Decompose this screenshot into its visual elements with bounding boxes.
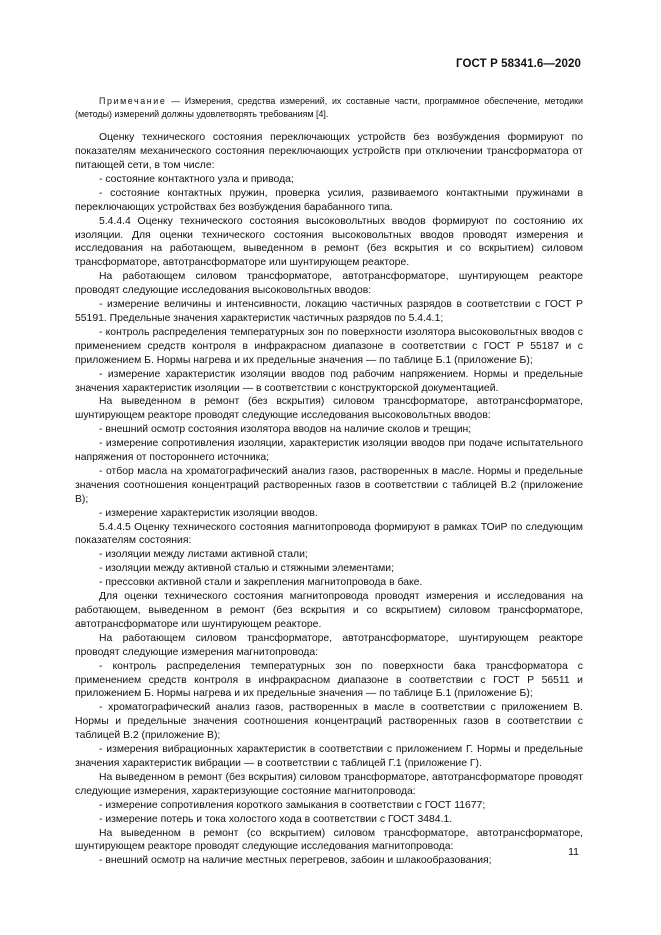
paragraph: Оценку технического состояния переключающих устройств без возбуждения формируют по показателям механического состояния переключающих устройств при отключении трансформатора от питающей сети, в том числе: xyxy=(75,132,583,171)
paragraph: - состояние контактного узла и привода; xyxy=(99,173,294,185)
paragraph: 5.4.4.4 Оценку технического состояния высоковольтных вводов формируют по состоянию их изоляции. Для оценки технического состояния высоковольтных вводов проводят измерения и исследования на работающем, выведенном в ремонт (без вскрытия и со вскрытием) силовом трансформаторе, автотрансформаторе или шунтирующем реакторе. xyxy=(75,215,583,269)
paragraph: На работающем силовом трансформаторе, автотрансформаторе, шунтирующем реакторе проводят следующие измерения магнитопровода: xyxy=(75,632,583,658)
note-text: — Измерения, средства измерений, их составные части, программное обеспечение, методики (методы) измерений должны удовлетворять требованиям [4]. xyxy=(75,96,583,119)
paragraph: - отбор масла на хроматографический анализ газов, растворенных в масле. Нормы и предельные значения соотношения концентраций растворенных газов в соответствии с таблицей В.2 (приложение В); xyxy=(75,465,583,505)
paragraph: - внешний осмотр состояния изолятора вводов на наличие сколов и трещин; xyxy=(99,424,472,436)
paragraph: 5.4.4.5 Оценку технического состояния магнитопровода формируют в рамках ТОиР по следующим показателям состояния: xyxy=(75,521,583,547)
paragraph: На выведенном в ремонт (со вскрытием) силовом трансформаторе, автотрансформаторе, шунтирующем реакторе проводят следующие исследования магнитопровода: xyxy=(75,827,583,853)
note-label: Примечание xyxy=(99,96,167,106)
paragraph: - контроль распределения температурных зон по поверхности изолятора высоковольтных вводов с применением средств контроля в инфракрасном диапазоне в соответствии с ГОСТ Р 55187 и с приложением Б. Нормы нагрева и их предельные значения — по таблице Б.1 (приложение Б); xyxy=(75,326,583,366)
document-id-header: ГОСТ Р 58341.6—2020 xyxy=(456,58,581,70)
paragraph: - состояние контактных пружин, проверка усилия, развиваемого контактными пружинами в переключающих устройствах без возбуждения барабанного типа. xyxy=(75,187,583,213)
paragraph: Для оценки технического состояния магнитопровода проводят измерения и исследования на работающем, выведенном в ремонт (без вскрытия и со вскрытием) силовом трансформаторе, автотрансформаторе или шунтирующем реакторе. xyxy=(75,591,583,630)
paragraph: - контроль распределения температурных зон по поверхности бака трансформатора с применением средств контроля в инфракрасном диапазоне в соответствии с ГОСТ Р 56511 и приложением Б. Нормы нагрева и их предельные значения — по таблице Б.1 (приложение Б); xyxy=(75,660,583,700)
paragraph: - измерение характеристик изоляции вводов под рабочим напряжением. Нормы и предельные значения характеристик изоляции — в соответствии с конструкторской документацией. xyxy=(75,368,583,394)
paragraph: - хроматографический анализ газов, растворенных в масле в соответствии с приложением В. Нормы и предельные значения соотношения концентраций растворенных газов в соответствии с таблицей В.2 (приложение В); xyxy=(75,702,583,742)
note-block xyxy=(75,95,583,120)
paragraph-list xyxy=(75,131,583,868)
paragraph: - изоляции между листами активной стали; xyxy=(99,549,308,561)
paragraph: - измерение потерь и тока холостого хода в соответствии с ГОСТ 3484.1. xyxy=(99,813,453,825)
paragraph: - измерение сопротивления короткого замыкания в соответствии с ГОСТ 11677; xyxy=(99,799,486,811)
page-number: 11 xyxy=(568,846,579,858)
paragraph: - изоляции между активной сталью и стяжными элементами; xyxy=(99,563,394,575)
paragraph: На работающем силовом трансформаторе, автотрансформаторе, шунтирующем реакторе проводят следующие исследования высоковольтных вводов: xyxy=(75,271,583,297)
paragraph: На выведенном в ремонт (без вскрытия) силовом трансформаторе, автотрансформаторе, шунтирующем реакторе проводят следующие исследования высоковольтных вводов: xyxy=(75,396,583,422)
page-body xyxy=(75,95,583,868)
paragraph: - измерение сопротивления изоляции, характеристик изоляции вводов при подаче испытательного напряжения от постороннего источника; xyxy=(75,438,583,464)
paragraph: - измерение характеристик изоляции вводов. xyxy=(99,507,318,519)
paragraph: - измерение величины и интенсивности, локацию частичных разрядов в соответствии с ГОСТ Р 55191. Предельные значения характеристик частичных разрядов по 5.4.4.1; xyxy=(75,299,583,324)
paragraph: - прессовки активной стали и закрепления магнитопровода в баке. xyxy=(99,577,423,589)
paragraph: - измерения вибрационных характеристик в соответствии с приложением Г. Нормы и предельные значения характеристик вибрации — в соответствии с таблицей Г.1 (приложение Г). xyxy=(75,744,583,769)
paragraph: На выведенном в ремонт (без вскрытия) силовом трансформаторе, автотрансформаторе проводят следующие измерения, характеризующие состояние магнитопровода: xyxy=(75,771,583,797)
paragraph: - внешний осмотр на наличие местных перегревов, забоин и шлакообразования; xyxy=(99,855,492,867)
